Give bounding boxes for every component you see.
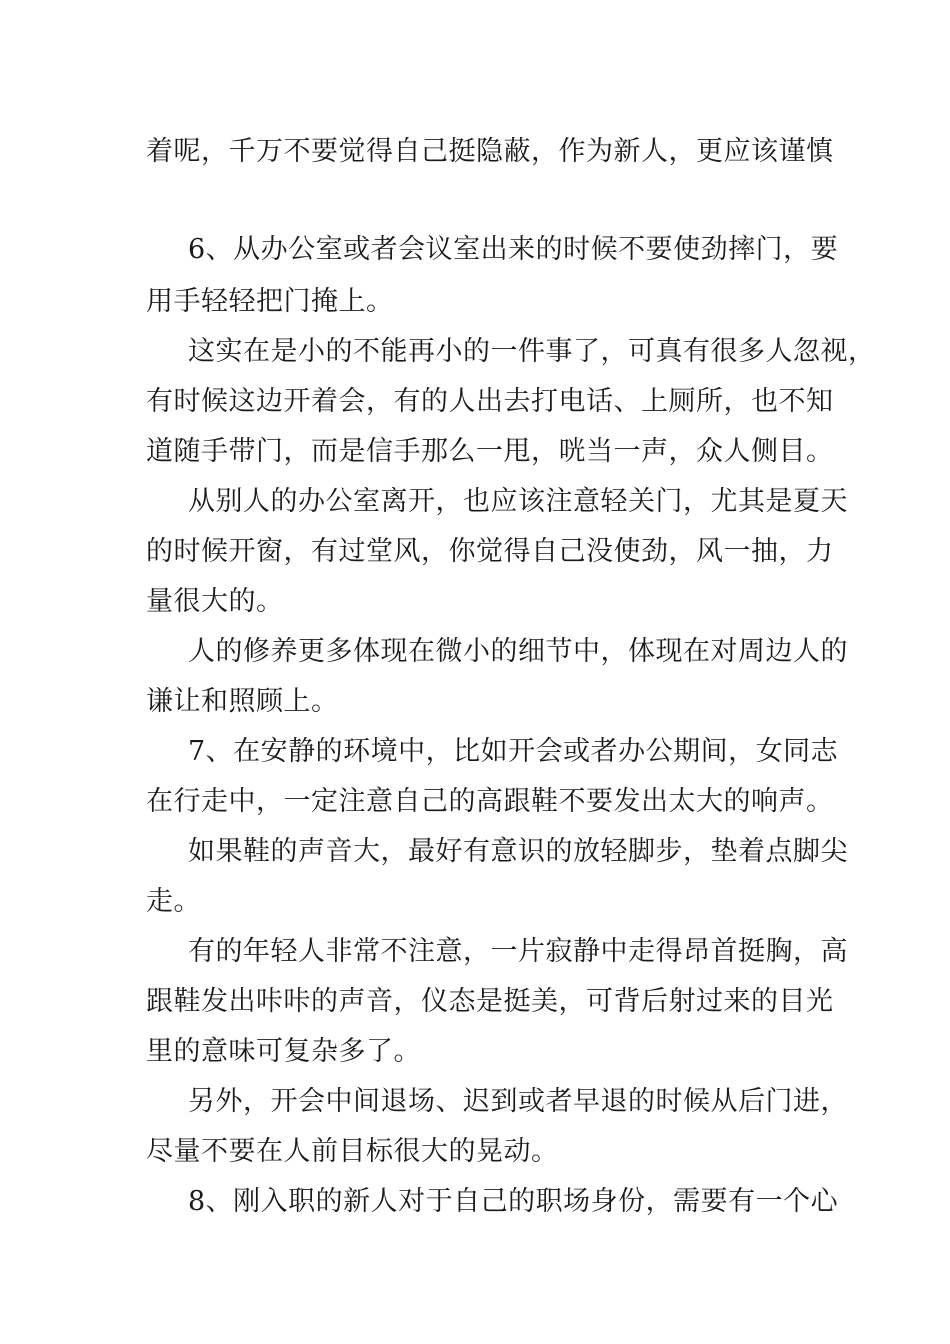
paragraph-start-line: 这实在是小的不能再小的一件事了，可真有很多人忽视，: [188, 336, 876, 367]
text-line: 用手轻轻把门掩上。: [146, 286, 394, 317]
paragraph-start-line: 如果鞋的声音大，最好有意识的放轻脚步，垫着点脚尖: [188, 836, 848, 867]
text-line: 的时候开窗，有过堂风，你觉得自己没使劲，风一抽，力: [146, 536, 834, 567]
section-8-heading-line: 8、刚入职的新人对于自己的职场身份，需要有一个心: [188, 1186, 839, 1217]
text-line: 道随手带门，而是信手那么一甩，咣当一声，众人侧目。: [146, 436, 834, 467]
section-6-heading-line: 6、从办公室或者会议室出来的时候不要使劲摔门，要: [188, 234, 839, 265]
text-line: 里的意味可复杂多了。: [146, 1036, 421, 1067]
text-line: 跟鞋发出咔咔的声音，仪态是挺美，可背后射过来的目光: [146, 986, 834, 1017]
text-line: 走。: [146, 886, 201, 917]
section-7-heading-line: 7、在安静的环境中，比如开会或者办公期间，女同志: [188, 736, 839, 767]
paragraph-start-line: 另外，开会中间退场、迟到或者早退的时候从后门进，: [188, 1086, 848, 1117]
text-line: 有时候这边开着会，有的人出去打电话、上厕所，也不知: [146, 386, 834, 417]
text-line: 着呢，千万不要觉得自己挺隐蔽，作为新人，更应该谨慎: [146, 136, 834, 167]
text-line: 尽量不要在人前目标很大的晃动。: [146, 1136, 559, 1167]
text-line: 量很大的。: [146, 586, 284, 617]
paragraph-start-line: 从别人的办公室离开，也应该注意轻关门，尤其是夏天: [188, 486, 848, 517]
text-line: 谦让和照顾上。: [146, 686, 339, 717]
text-line: 在行走中，一定注意自己的高跟鞋不要发出太大的响声。: [146, 786, 834, 817]
paragraph-start-line: 人的修养更多体现在微小的细节中，体现在对周边人的: [188, 636, 848, 667]
paragraph-start-line: 有的年轻人非常不注意，一片寂静中走得昂首挺胸，高: [188, 936, 848, 967]
